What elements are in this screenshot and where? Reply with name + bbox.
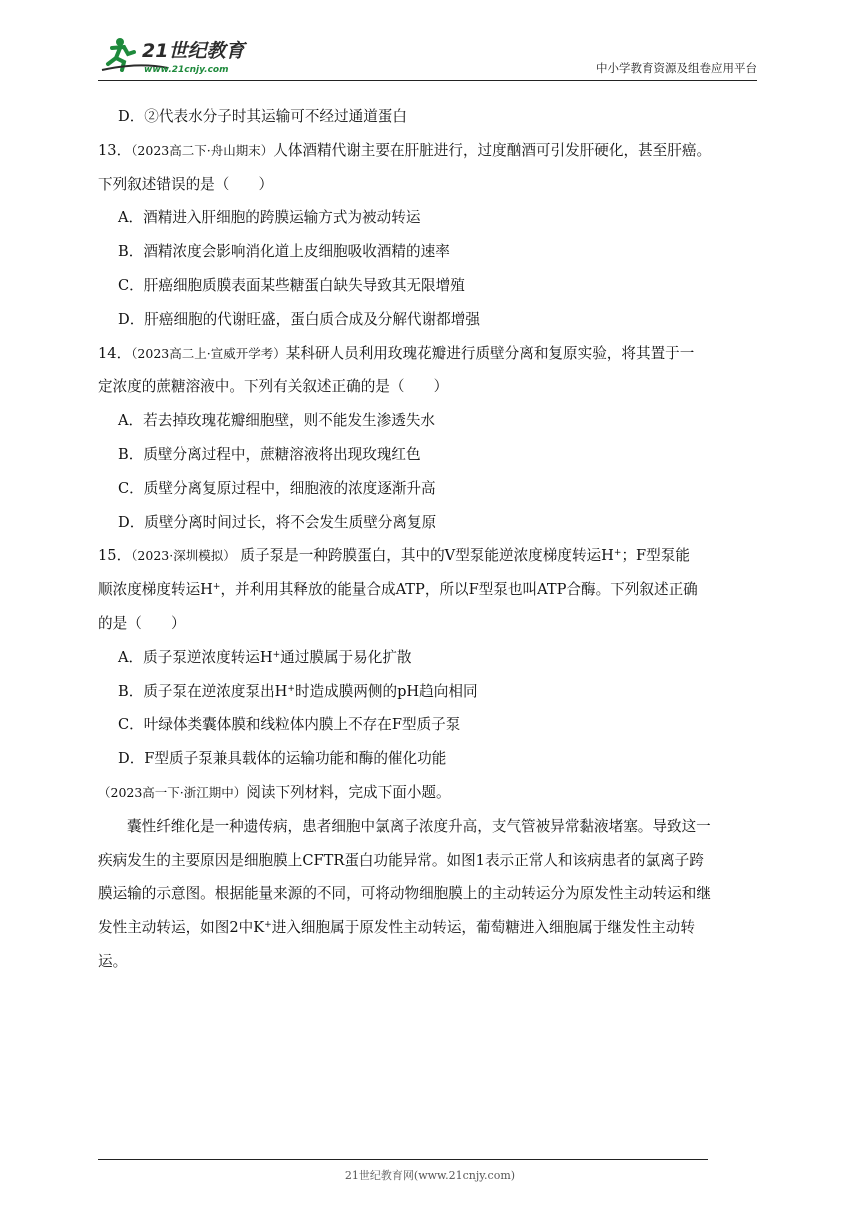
svg-text:www.21cnjy.com: www.21cnjy.com xyxy=(144,65,229,75)
q15-option-b-text-b: 时造成膜两侧的pH趋向相同 xyxy=(294,682,478,700)
footer-link[interactable]: 21世纪教育网(www.21cnjy.com) xyxy=(344,1169,516,1182)
q15-stem-line3: 的是（ ） xyxy=(98,614,186,632)
material-intro: 阅读下列材料，完成下面小题。 xyxy=(246,783,451,801)
q13-source: （2023高二下·舟山期末） xyxy=(131,142,274,158)
material-paragraph-line4 xyxy=(98,911,762,945)
q13-option-d: D．肝癌细胞的代谢旺盛，蛋白质合成及分解代谢都增强 xyxy=(118,310,480,328)
q13-stem-line1 xyxy=(98,134,762,168)
material-line4-a: 发性主动转运，如图2中K xyxy=(98,919,265,937)
q15-line2-a: 顺浓度梯度转运H xyxy=(98,581,213,599)
q15-option-a-text-a: A．质子泵逆浓度转运H xyxy=(118,648,273,666)
q14-stem-line2: 定浓度的蔗糖溶液中。下列有关叙述正确的是（ ） xyxy=(98,378,449,396)
material-source: （2023高一下·浙江期中） xyxy=(98,784,247,800)
q15-option-c: C．叶绿体类囊体膜和线粒体内膜上不存在F型质子泵 xyxy=(118,716,461,734)
q15-line2-b: ，并利用其释放的能量合成ATP，所以F型泵也叫ATP合酶。下列叙述正确 xyxy=(220,581,698,599)
material-paragraph-line1: 囊性纤维化是一种遗传病，患者细胞中氯离子浓度升高，支气管被异常黏液堵塞。导致这一 xyxy=(127,817,711,835)
q15-number: 15． xyxy=(98,547,132,565)
footer-divider xyxy=(98,1159,708,1160)
q15-option-b xyxy=(98,675,762,709)
q15-text-a: 质子泵是一种跨膜蛋白，其中的V型泵能逆浓度梯度转运H xyxy=(240,547,614,565)
svg-text:21世纪教育: 21世纪教育 xyxy=(142,40,245,62)
superscript-plus: + xyxy=(613,548,622,559)
document-body xyxy=(98,100,762,979)
q15-source: （2023·深圳模拟） xyxy=(131,548,236,564)
q14-option-a: A．若去掉玫瑰花瓣细胞壁，则不能发生渗透失水 xyxy=(118,412,436,430)
q15-option-d: D．F型质子泵兼具载体的运输功能和酶的催化功能 xyxy=(118,750,447,768)
q13-stem-line2: 下列叙述错误的是（ ） xyxy=(98,175,274,193)
q13-text: 人体酒精代谢主要在肝脏进行，过度酗酒可引发肝硬化，甚至肝癌。 xyxy=(273,141,712,159)
q14-option-b: B．质壁分离过程中，蔗糖溶液将出现玫瑰红色 xyxy=(118,445,421,463)
superscript-plus: + xyxy=(264,920,272,931)
superscript-plus: + xyxy=(287,683,295,694)
q13-option-b: B．酒精浓度会影响消化道上皮细胞吸收酒精的速率 xyxy=(118,243,450,261)
q14-stem-line1 xyxy=(98,337,762,371)
q13-option-a: A．酒精进入肝细胞的跨膜运输方式为被动转运 xyxy=(118,209,421,227)
q13-number: 13． xyxy=(98,141,132,159)
material-paragraph-line3: 膜运输的示意图。根据能量来源的不同，可将动物细胞膜上的主动转运分为原发性主动转运和继 xyxy=(98,885,711,903)
q12-option-d: D．②代表水分子时其运输可不经过通道蛋白 xyxy=(118,108,407,125)
site-logo[interactable] xyxy=(98,34,268,76)
q15-text-b: ；F型泵能 xyxy=(621,547,690,565)
q13-option-c: C．肝癌细胞质膜表面某些糖蛋白缺失导致其无限增殖 xyxy=(118,276,465,294)
q14-option-d: D．质壁分离时间过长，将不会发生质壁分离复原 xyxy=(118,513,437,531)
q14-option-c: C．质壁分离复原过程中，细胞液的浓度逐渐升高 xyxy=(118,479,436,497)
material-line4-b: 进入细胞属于原发性主动转运，葡萄糖进入细胞属于继发性主动转 xyxy=(271,919,695,937)
page-header xyxy=(98,30,757,81)
q15-option-a xyxy=(98,641,762,675)
superscript-plus: + xyxy=(212,582,221,593)
q14-source: （2023高二上·宣威开学考） xyxy=(131,345,286,361)
platform-title: 中小学教育资源及组卷应用平台 xyxy=(596,61,757,75)
q15-option-b-text-a: B．质子泵在逆浓度泵出H xyxy=(118,682,288,700)
q14-text: 某科研人员利用玫瑰花瓣进行质壁分离和复原实验，将其置于一 xyxy=(285,344,695,362)
superscript-plus: + xyxy=(272,649,281,660)
q14-number: 14． xyxy=(98,344,132,362)
runner-logo-icon xyxy=(98,34,268,76)
material-heading xyxy=(98,776,762,810)
material-paragraph-line5: 运。 xyxy=(98,952,128,970)
q15-option-a-text-b: 通过膜属于易化扩散 xyxy=(280,648,412,666)
q15-stem-line1 xyxy=(98,539,762,573)
q15-stem-line2 xyxy=(98,573,762,607)
material-paragraph-line2: 疾病发生的主要原因是细胞膜上CFTR蛋白功能异常。如图1表示正常人和该病患者的氯离子跨 xyxy=(98,851,704,869)
